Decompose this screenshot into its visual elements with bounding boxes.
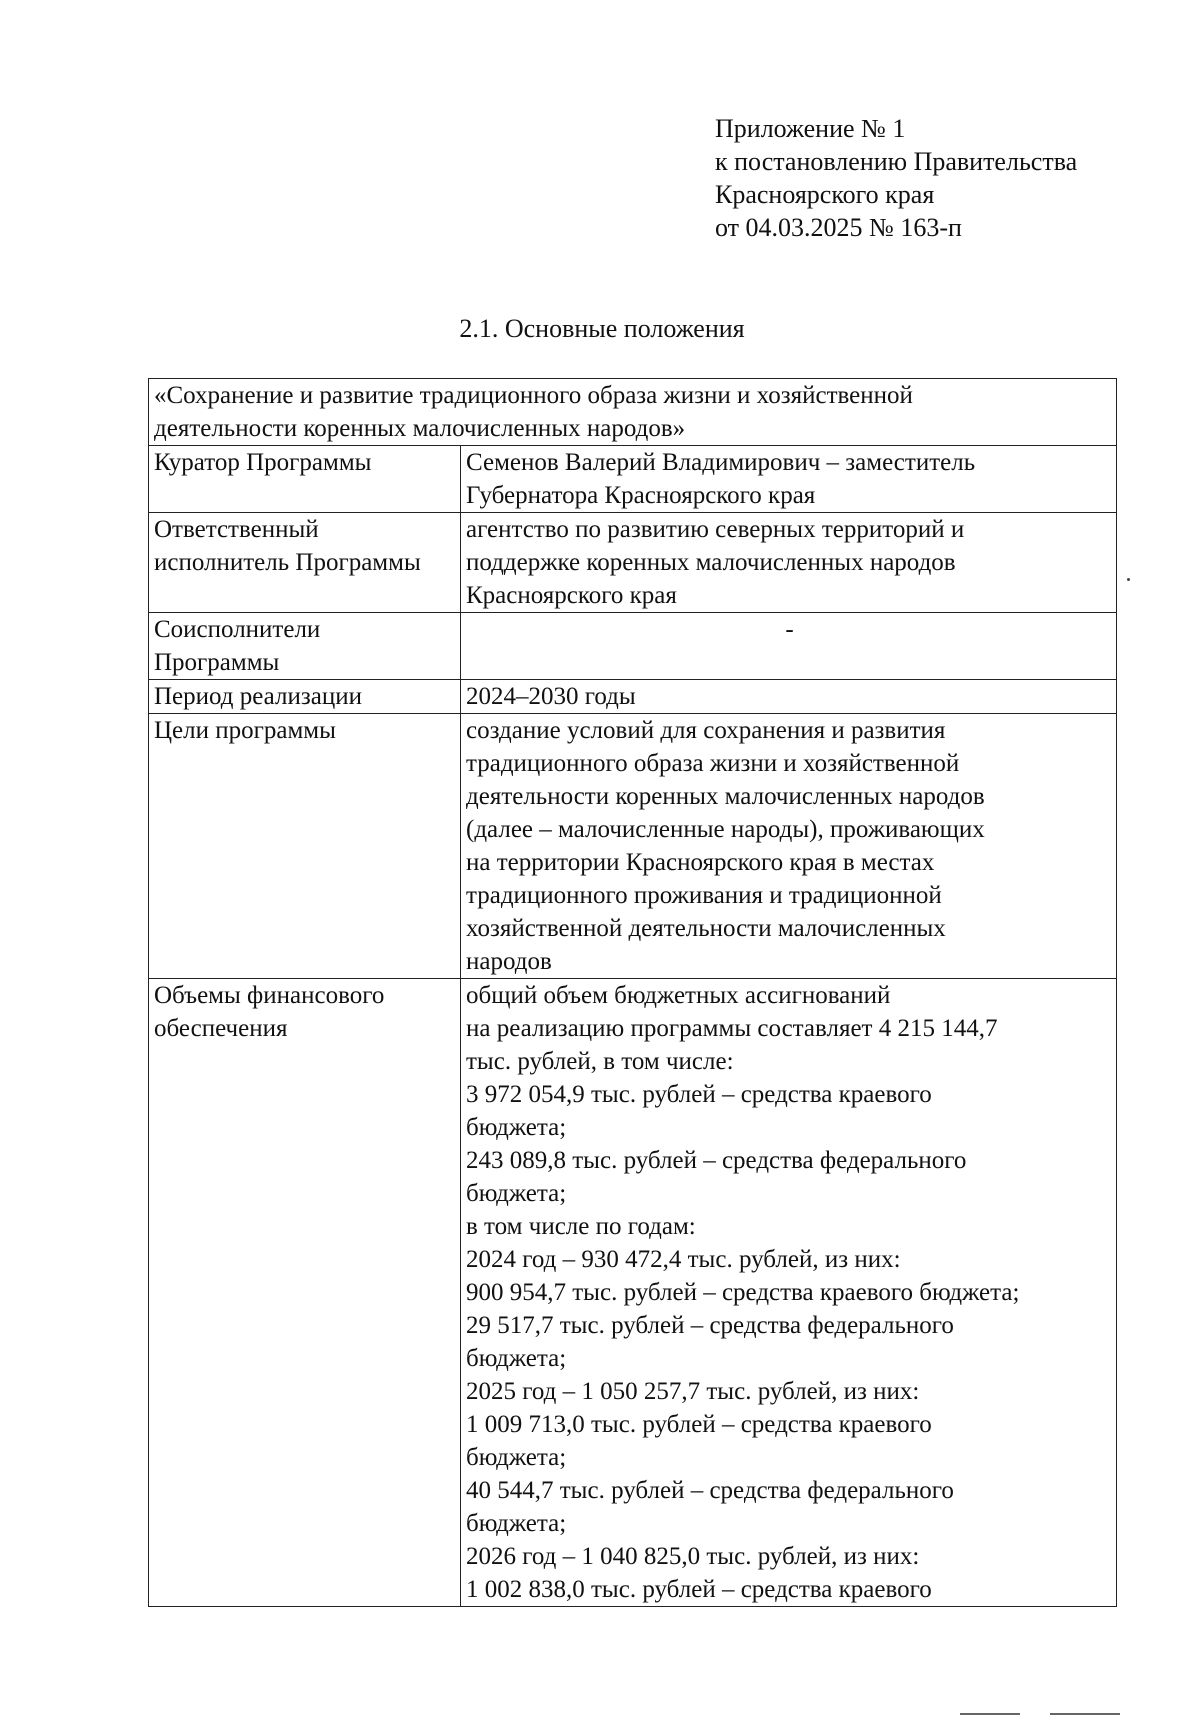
appendix-line: Красноярского края xyxy=(715,180,935,209)
value-line: в том числе по годам: xyxy=(466,1213,696,1240)
value-line: 900 954,7 тыс. рублей – средства краевого бюджета; xyxy=(466,1279,1020,1306)
value-line: 2024 год – 930 472,4 тыс. рублей, из них: xyxy=(466,1246,901,1273)
scan-speck xyxy=(1127,578,1130,581)
table-title-row xyxy=(149,379,1117,446)
label-line: обеспечения xyxy=(154,1015,288,1042)
row-value-curator xyxy=(461,446,1117,513)
row-value-goals xyxy=(461,714,1117,979)
table-row xyxy=(149,680,1117,714)
label-line: Цели программы xyxy=(154,717,336,744)
value-line: бюджета; xyxy=(466,1444,567,1471)
appendix-line: Приложение № 1 xyxy=(715,114,906,143)
row-label-responsible xyxy=(149,513,461,613)
label-line: Объемы финансового xyxy=(154,982,385,1009)
value-line: бюджета; xyxy=(466,1345,567,1372)
label-line: Ответственный xyxy=(154,516,319,543)
label-line: Период реализации xyxy=(154,683,362,710)
value-line: бюджета; xyxy=(466,1180,567,1207)
value-line: создание условий для сохранения и развития xyxy=(466,717,946,744)
table-row xyxy=(149,513,1117,613)
value-line: Губернатора Красноярского края xyxy=(466,482,816,509)
value-line: народов xyxy=(466,948,552,975)
row-label-funding xyxy=(149,979,461,1607)
row-label-goals xyxy=(149,714,461,979)
table-row xyxy=(149,446,1117,513)
value-line: - xyxy=(785,616,794,643)
label-line: исполнитель Программы xyxy=(154,549,421,576)
value-line: поддержке коренных малочисленных народов xyxy=(466,549,956,576)
value-line: 3 972 054,9 тыс. рублей – средства краевого xyxy=(466,1081,932,1108)
table-title-line: деятельности коренных малочисленных народов» xyxy=(154,415,686,442)
row-label-coexecutors xyxy=(149,613,461,680)
value-line: агентство по развитию северных территорий и xyxy=(466,516,965,543)
appendix-line: от 04.03.2025 № 163-п xyxy=(715,213,962,242)
value-line: бюджета; xyxy=(466,1114,567,1141)
label-line: Программы xyxy=(154,649,280,676)
value-line: (далее – малочисленные народы), проживающих xyxy=(466,816,985,843)
value-line: традиционного образа жизни и хозяйственной xyxy=(466,750,960,777)
value-line: 29 517,7 тыс. рублей – средства федерального xyxy=(466,1312,954,1339)
label-line: Соисполнители xyxy=(154,616,321,643)
value-line: на территории Красноярского края в местах xyxy=(466,849,935,876)
appendix-line: к постановлению Правительства xyxy=(715,147,1078,176)
table-title-line: «Сохранение и развитие традиционного образа жизни и хозяйственной xyxy=(154,382,913,409)
table-row xyxy=(149,979,1117,1607)
section-title: 2.1. Основные положения xyxy=(459,314,745,343)
program-passport-table xyxy=(148,378,1117,1607)
value-line: 2024–2030 годы xyxy=(466,683,636,710)
value-line: хозяйственной деятельности малочисленных xyxy=(466,915,946,942)
value-line: бюджета; xyxy=(466,1510,567,1537)
value-line: 2025 год – 1 050 257,7 тыс. рублей, из них: xyxy=(466,1378,920,1405)
value-line: 2026 год – 1 040 825,0 тыс. рублей, из них: xyxy=(466,1543,920,1570)
scan-bottom-marks xyxy=(0,1713,1200,1715)
row-value-responsible xyxy=(461,513,1117,613)
row-value-period xyxy=(461,680,1117,714)
value-line: Красноярского края xyxy=(466,582,677,609)
row-label-curator xyxy=(149,446,461,513)
row-value-coexecutors xyxy=(461,613,1117,680)
value-line: деятельности коренных малочисленных народов xyxy=(466,783,985,810)
value-line: 1 009 713,0 тыс. рублей – средства краевого xyxy=(466,1411,932,1438)
label-line: Куратор Программы xyxy=(154,449,372,476)
appendix-block xyxy=(715,112,1077,244)
value-line: 1 002 838,0 тыс. рублей – средства краевого xyxy=(466,1576,932,1603)
value-line: традиционного проживания и традиционной xyxy=(466,882,942,909)
value-line: 40 544,7 тыс. рублей – средства федерального xyxy=(466,1477,954,1504)
row-value-funding xyxy=(461,979,1117,1607)
value-line: на реализацию программы составляет 4 215 144,7 xyxy=(466,1015,998,1042)
table-row xyxy=(149,714,1117,979)
value-line: 243 089,8 тыс. рублей – средства федерального xyxy=(466,1147,967,1174)
row-label-period xyxy=(149,680,461,714)
value-line: тыс. рублей, в том числе: xyxy=(466,1048,734,1075)
value-line: Семенов Валерий Владимирович – заместитель xyxy=(466,449,976,476)
value-line: общий объем бюджетных ассигнований xyxy=(466,982,891,1009)
table-row xyxy=(149,613,1117,680)
table-title-cell xyxy=(149,379,1117,446)
